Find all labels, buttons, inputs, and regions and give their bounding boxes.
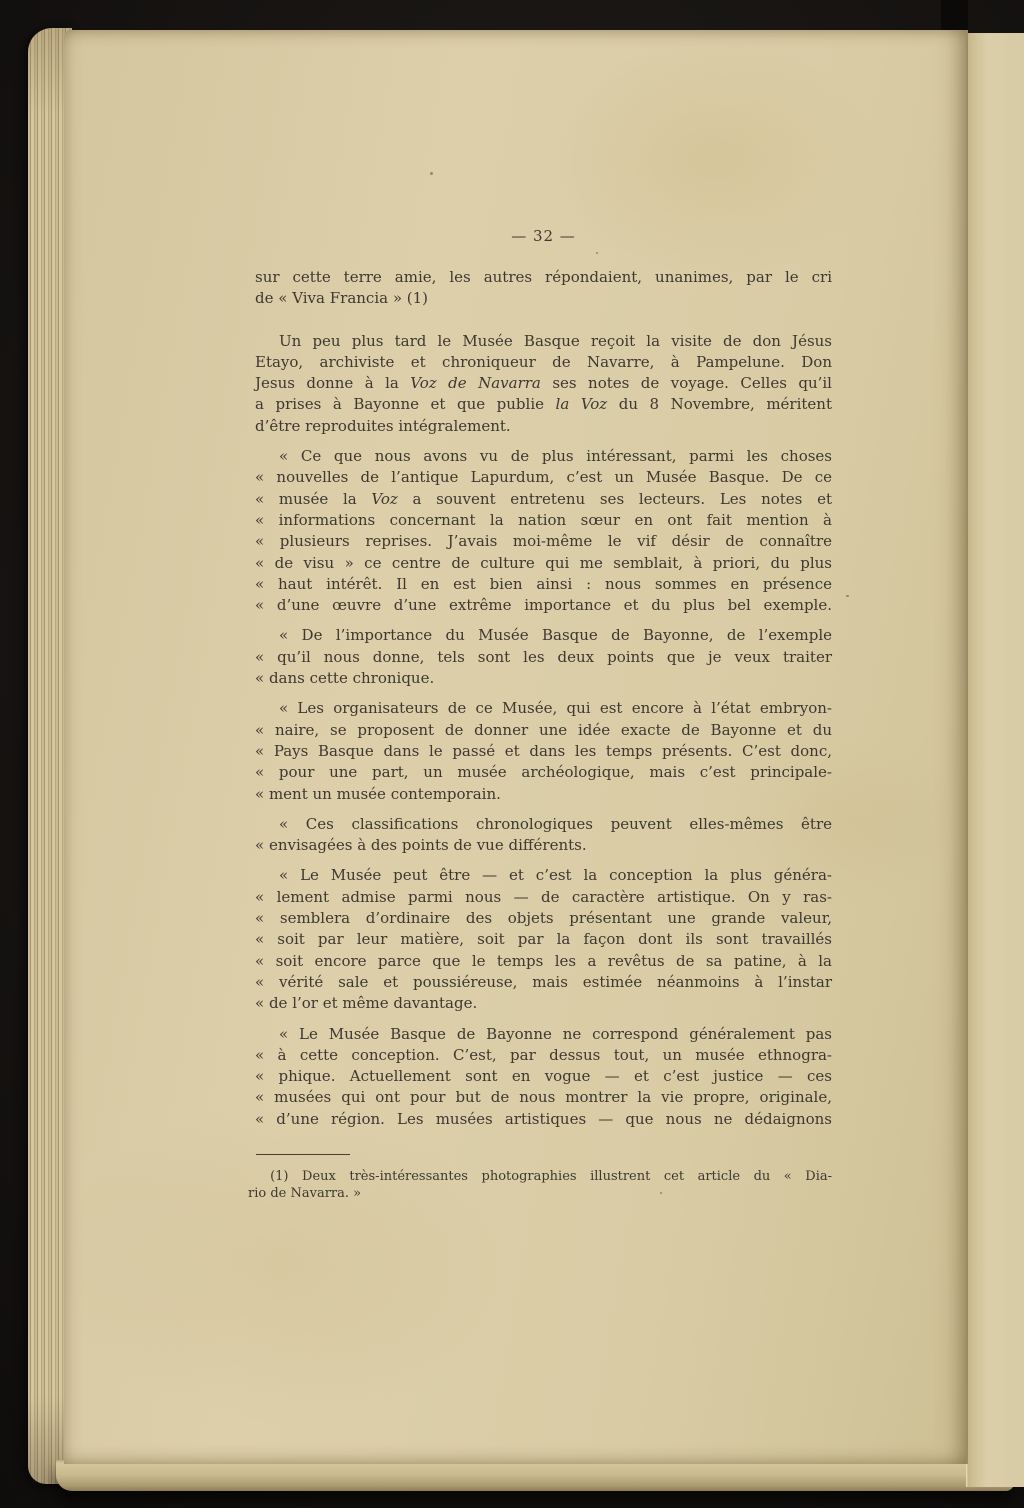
paper-speck <box>430 172 433 175</box>
text-line: « pour une part, un musée archéologique, mais c’est principale- <box>255 763 832 782</box>
text-line: Un peu plus tard le Musée Basque reçoit la visite de don Jésus <box>279 331 832 350</box>
text-line: de « Viva Francia » (1) <box>255 289 429 308</box>
text-line: sur cette terre amie, les autres répondaient, unanimes, par le cri <box>255 268 832 286</box>
text-line: « soit encore parce que le temps les a revêtus de sa patine, à la <box>255 951 832 970</box>
text-line: « vérité sale et poussiéreuse, mais estimée néanmoins à l’instar <box>255 972 832 991</box>
text-line: « Ces classifications chronologiques peuvent elles-mêmes être <box>279 814 832 833</box>
paragraph <box>255 1024 832 1130</box>
gutter-gap-top <box>941 0 968 33</box>
footnote-separator <box>256 1154 350 1155</box>
page-text <box>255 267 832 1130</box>
book-page <box>64 30 968 1464</box>
paragraph <box>255 267 832 310</box>
text-line: « Le Musée peut être — et c’est la conception la plus généra- <box>279 866 832 885</box>
footnote <box>248 1169 832 1202</box>
paragraph <box>255 814 832 857</box>
text-line: d’être reproduites intégralement. <box>255 416 511 435</box>
text-line: « plusieurs reprises. J’avais moi-même le vif désir de connaître <box>255 532 832 551</box>
paragraph <box>255 446 832 616</box>
text-line: « Ce que nous avons vu de plus intéressant, parmi les choses <box>279 447 832 466</box>
text-line: « haut intérêt. Il en est bien ainsi : nous sommes en présence <box>255 574 832 593</box>
paper-speck <box>596 252 598 254</box>
text-line: « Le Musée Basque de Bayonne ne correspond généralement pas <box>279 1024 832 1043</box>
text-line: « qu’il nous donne, tels sont les deux points que je veux traiter <box>255 647 832 666</box>
paragraph <box>255 331 832 437</box>
text-line: « phique. Actuellement sont en vogue — et c’est justice — ces <box>255 1067 832 1086</box>
text-line: « dans cette chronique. <box>255 669 435 688</box>
paper-speck <box>660 1192 662 1194</box>
page-edge-bottom <box>56 1460 1014 1491</box>
next-page-edge <box>966 33 1024 1487</box>
paragraph <box>255 865 832 1014</box>
text-line: « Les organisateurs de ce Musée, qui est encore à l’état embryon- <box>279 699 832 718</box>
text-line: (1) Deux très-intéressantes photographies illustrent cet article du « Dia- <box>270 1169 832 1184</box>
text-line: « envisagées à des points de vue différents. <box>255 836 587 855</box>
text-line: « naire, se proposent de donner une idée exacte de Bayonne et du <box>255 720 832 739</box>
text-line: « lement admise parmi nous — de caractère artistique. On y ras- <box>255 887 832 906</box>
text-line: rio de Navarra. » <box>248 1185 362 1201</box>
text-line: « musées qui ont pour but de nous montrer la vie propre, originale, <box>255 1088 832 1107</box>
text-line: « à cette conception. C’est, par dessus tout, un musée ethnogra- <box>255 1045 832 1064</box>
page-number: — 32 — <box>511 227 576 245</box>
text-line: « musée la Voz a souvent entretenu ses lecteurs. Les notes et <box>255 489 833 508</box>
text-line: « de visu » ce centre de culture qui me semblait, à priori, du plus <box>255 553 832 572</box>
text-line: « ment un musée contemporain. <box>255 784 501 803</box>
text-line: « d’une région. Les musées artistiques — que nous ne dédaignons <box>255 1109 832 1128</box>
text-line: « nouvelles de l’antique Lapurdum, c’est un Musée Basque. De ce <box>255 468 832 487</box>
text-line: a prises à Bayonne et que publie la Voz du 8 Novembre, méritent <box>255 395 832 414</box>
text-line: « semblera d’ordinaire des objets présentant une grande valeur, <box>255 909 832 928</box>
text-line: Jesus donne à la Voz de Navarra ses notes de voyage. Celles qu’il <box>255 374 832 393</box>
text-line: « de l’or et même davantage. <box>255 994 478 1013</box>
text-line: Etayo, archiviste et chroniqueur de Navarre, à Pampelune. Don <box>255 352 832 371</box>
text-line: « soit par leur matière, soit par la façon dont ils sont travaillés <box>255 930 832 949</box>
text-line: « De l’importance du Musée Basque de Bayonne, de l’exemple <box>279 626 832 645</box>
paragraph <box>248 1169 832 1202</box>
text-line: « Pays Basque dans le passé et dans les temps présents. C’est donc, <box>255 741 832 760</box>
paper-speck <box>846 595 849 597</box>
paragraph <box>255 698 832 804</box>
text-line: « informations concernant la nation sœur en ont fait mention à <box>255 510 832 529</box>
text-line: « d’une œuvre d’une extrême importance et du plus bel exemple. <box>255 596 832 615</box>
paragraph <box>255 625 832 689</box>
